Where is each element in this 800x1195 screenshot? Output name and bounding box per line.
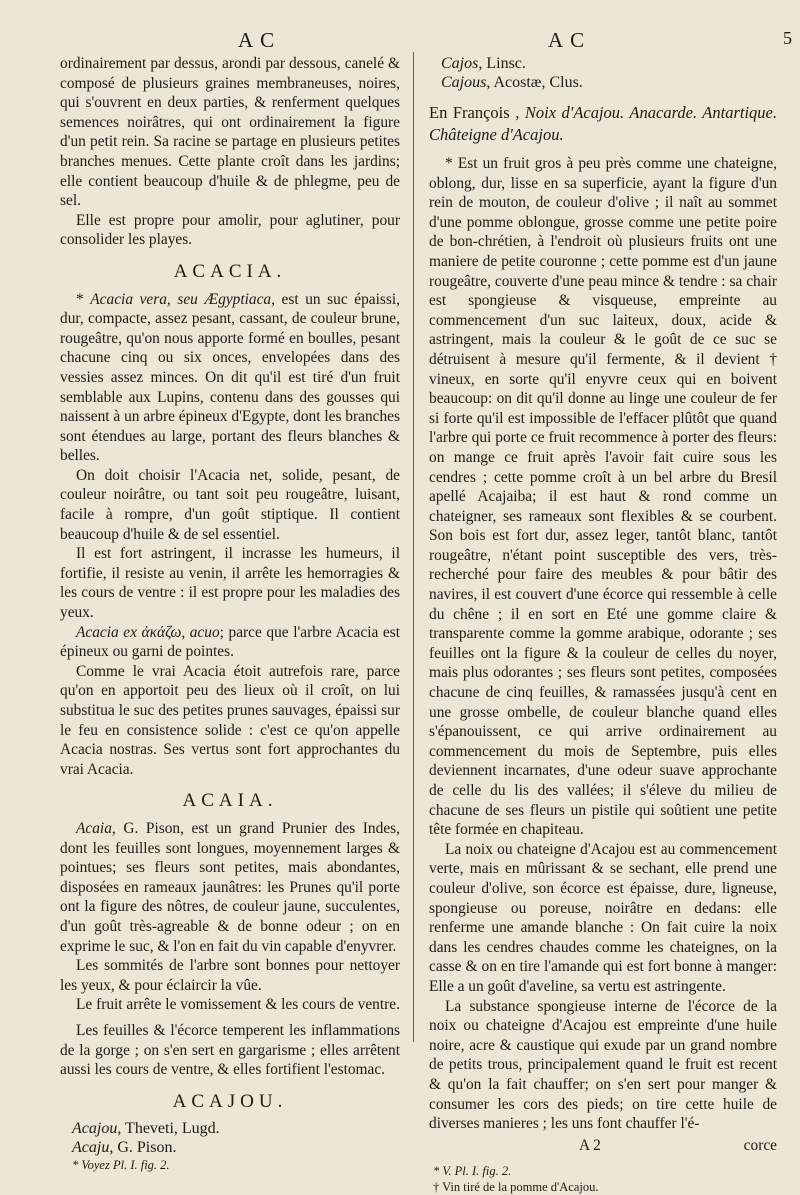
acaia-paragraph-1 [60,819,400,956]
synonym-reference: , Linsc. [478,55,526,72]
entry-heading-acacia: ACACIA. [173,260,287,282]
synonym-reference: , G. Pison. [109,1139,177,1157]
acaia-paragraph-3: Le fruit arrête le vomissement & les cours de ventre. [76,996,400,1014]
acajou-paragraph-2: La noix ou chateigne d'Acajou est au commencement verte, mais en mûrissant & se sechant, elle prend une couleur d'olive, son écorce est épaisse, dure, ligneuse, spongieuse ou poreuse, noirâtre en dedans: elle renferme une amande blanche : On fait cuire la noix dans les cendres chaudes comme les chateignes, on la casse & on en tire l'amande qui est fort bonne à manger: Elle a un goût d'aveline, sa vertu est astringente. [429,840,777,995]
acajou-paragraph-1: * Est un fruit gros à peu près comme une chateigne, oblong, dur, lisse en sa superficie, ayant la figure d'un rein de mouton, de couleur d'olive ; il naît au sommet d'une pomme oblongue, grosse comme une petite poire de bon-chrétien, à l'endroit où plusieurs fruits ont une maniere de petite couronne ; cette pomme est d'un jaune rougeâtre, couverte d'une peau mince & tendre : sa chair est spongieuse & visqueuse, empreinte au commencement d'un suc laiteux, doux, acide & astringent, mais la couleur & le goût de ce suc se détruisent à mesure qu'il fermente, & il devient † vineux, en sorte qu'il enyvre ceux qui en boivent beaucoup: on dit qu'il donne au linge une couleur de fer si forte qu'il est impossible de l'effacer plûtôt que quand l'arbre qui porte ce fruit recommence à porter des fleurs: on mange ce fruit après l'avoir fait cuire sous les cendres ; cette pomme croît à un bel arbre du Bresil apellé Acajaiba; il est haut & rond comme un chateigner, ses rameaux sont flexibles & se courbent. Son bois est fort dur, assez leger, tantôt blanc, tantôt rougeâtre, n'étant point susceptible des vers, très-recherché pour faire des meubles & pour bâtir des navires, il est couvert d'une écorce qui ressemble à celle du chêne ; il en sort en Eté une gomme claire & transparente comme la gomme arabique, odorante ; ses feuilles ont la figure & la couleur de celles du noyer, mais plus odorantes ; ses fleurs sont petites, composées chacune de cinq feuilles, & ramassées jusqu'à cent en une grosse ombelle, de couleur blanche quand elles s'épanouissent, ce qui arrive ordinairement au commencement du mois de Septembre, puis elles deviennent incarnates, d'une odeur suave approchante de celle du lis des vallées; il s'éleve du milieu de chacune de ses fleurs un pistile qui soûtient une petite tête formée en chapiteau. [429,155,777,839]
catchword: corce [743,1136,777,1154]
synonym-name: Acajou [72,1120,118,1138]
entry-heading-acaia: ACAIA. [182,790,278,812]
continuation-paragraph-2: Elle est propre pour amolir, pour aglutiner, pour consolider les playes. [60,211,400,249]
french-names-list: Noix d'Acajou. Anacarde. Antartique. Châteigne d'Acajou. [429,103,777,144]
entry-heading-acajou: ACAJOU. [172,1090,288,1112]
column-rule [413,52,414,1042]
footnote-mark: * [76,290,91,308]
right-column [429,54,777,1195]
acacia-paragraph-1 [60,290,400,466]
acaia-paragraph-4: Les feuilles & l'écorce temperent les inflammations de la gorge ; on s'en sert en gargarisme ; elles arrêtent aussi les cours de ventre, & elles fortifient l'estomac. [60,1021,400,1079]
acaia-latin-name: Acaia [76,819,112,837]
acacia-paragraph-1-text: , est un suc épaissi, dur, compacte, assez pesant, cassant, de couleur brune, rougeâtre, qu'on nous apporte formé en boulles, pesant chacune cinq ou six onces, envelopées dans des vessies assez minces. On dit qu'il est tiré d'un fruit semblable aux Lupins, contenu dans des gousses qui naissent à un arbre épineux d'Egypte, dont les branches sont étendues au large, portant des fleurs blanches & belles. [60,290,401,465]
page-number: 5 [783,28,792,48]
page-foot [429,1136,777,1156]
acajou-synonym-4 [441,73,777,92]
synonym-name: Cajos [441,55,479,72]
synonym-reference: , Acostæ, Clus. [486,74,583,91]
acacia-paragraph-2: On doit choisir l'Acacia net, solide, pesant, de couleur noirâtre, ou tant soit peu rougeâtre, luisant, facile à rompre, d'un goût stiptique. Il contient beaucoup d'huile & de sel essentiel. [60,466,400,543]
footnote-2: † Vin tiré de la pomme d'Acajou. [433,1180,599,1195]
acacia-etymology: Acacia ex ἀκάζω, acuo [76,623,220,641]
acacia-paragraph-4 [60,623,400,662]
acacia-paragraph-4-text: ; parce que l'arbre Acacia est épineux ou garni de pointes. [60,623,401,661]
left-column [60,54,400,1173]
continuation-paragraph: ordinairement par dessus, arondi par dessous, canelé & composé de plusieurs graines membraneuses, noires, qui s'ouvrent en deux parties, & renferment quelques semences noirâtres, qui ont ordinairement la figure d'un petit rein. Sa racine se partage en plusieurs petites branches menues. Cette plante croît dans les jardins; elle contient beaucoup d'huile & de phlegme, peu de sel. [60,55,400,210]
footnote-left: * Voyez Pl. I. fig. 2. [72,1158,170,1173]
acajou-synonym-2 [72,1138,400,1157]
acacia-paragraph-3: Il est fort astringent, il incrasse les humeurs, il fortifie, il resiste au venin, il arrête les hemorragies & les cours de ventre : il est propre pour les maladies des yeux. [60,545,400,622]
acacia-paragraph-5: Comme le vrai Acacia étoit autrefois rare, parce qu'on en apportoit peu des lieux où il croît, on lui substitua le suc des petites prunes sauvages, épaissi sur le feu en consistence solide : c'est ce qu'on appelle Acacia nostras. Ses vertus sont fort approchantes du vrai Acacia. [60,662,400,778]
synonym-name: Acaju [72,1139,110,1157]
synonym-reference: , Theveti, Lugd. [117,1120,220,1138]
french-label: En François , [429,103,520,122]
footnote-1: * V. Pl. I. fig. 2. [433,1164,512,1179]
running-head-right: AC [548,28,592,52]
acaia-paragraph-1-text: , G. Pison, est un grand Prunier des Indes, dont les feuilles sont longues, moyennement larges & pointues; ses fleurs sont petites, mais abondantes, disposées en rameaux jaunâtres: les Prunes qu'il porte ont la figure des nôtres, de couleur jaune, succulentes, d'un goût très-agreable & de bonne odeur ; on en exprime le suc, & l'on en fait du vin capable d'enyvrer. [60,819,400,955]
footnotes-right [433,1163,777,1195]
acajou-synonym-3 [441,54,777,73]
running-head-left: AC [238,28,282,52]
acaia-paragraph-2: Les sommités de l'arbre sont bonnes pour nettoyer les yeux, & pour éclaircir la vûe. [60,957,400,994]
acajou-paragraph-3: La substance spongieuse interne de l'écorce de la noix ou chateigne d'Acajou est empreinte d'une huile noire, acre & caustique qui exude par un grand nombre de petits trous, principalement quand le fruit est recent & qu'on la fait chauffer; on s'en sert pour manger & consumer les cors des pieds; on tire cette huile de diverses manieres ; les uns font chauffer l'é- [429,997,777,1133]
signature-mark: A 2 [579,1136,601,1154]
acacia-latin-name: Acacia vera, seu Ægyptiaca [90,290,272,308]
synonym-name: Cajous [441,74,487,91]
french-names [429,102,777,146]
acajou-synonym-1 [72,1119,400,1138]
